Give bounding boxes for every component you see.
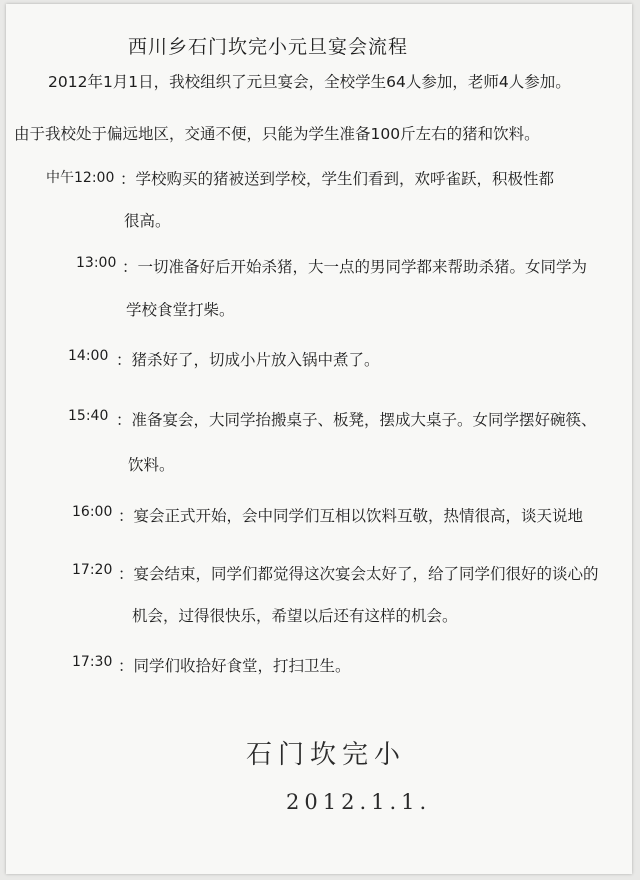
entry-text: ：同学们收拾好食堂，打扫卫生。 [118,657,351,675]
entry-text-continued: 机会，过得很快乐，希望以后还有这样的机会。 [132,607,458,625]
entry-text: ：猪杀好了，切成小片放入锅中煮了。 [116,351,380,369]
entry-text-continued: 学校食堂打柴。 [126,301,235,319]
entry-time: 15:40 [68,408,109,424]
entry-time: 17:20 [72,562,113,578]
entry-time: 14:00 [68,348,109,364]
document-title: 西川乡石门坎完小元旦宴会流程 [128,36,409,58]
intro-line-2: 由于我校处于偏远地区，交通不便，只能为学生准备100斤左右的猪和饮料。 [14,125,540,143]
document-page [6,4,632,874]
entry-text-continued: 饮料。 [128,456,175,474]
entry-time: 16:00 [72,504,113,520]
entry-time: 中午12:00 [46,170,115,186]
intro-line-1: 2012年1月1日，我校组织了元旦宴会，全校学生64人参加，老师4人参加。 [48,73,571,91]
entry-time: 13:00 [76,255,117,271]
signature: 石门坎完小 [246,740,407,770]
entry-text: ：一切准备好后开始杀猪，大一点的男同学都来帮助杀猪。女同学为 [122,258,588,276]
entry-text: ：学校购买的猪被送到学校，学生们看到，欢呼雀跃，积极性都 [120,170,555,188]
entry-text: ：宴会结束，同学们都觉得这次宴会太好了，给了同学们很好的谈心的 [118,565,599,583]
entry-time: 17:30 [72,654,113,670]
entry-text: ：宴会正式开始，会中同学们互相以饮料互敬，热情很高，谈天说地 [118,507,584,525]
entry-text-continued: 很高。 [124,212,171,230]
entry-text: ：准备宴会，大同学抬搬桌子、板凳，摆成大桌子。女同学摆好碗筷、 [116,411,597,429]
document-date: 2012.1.1. [286,790,432,814]
